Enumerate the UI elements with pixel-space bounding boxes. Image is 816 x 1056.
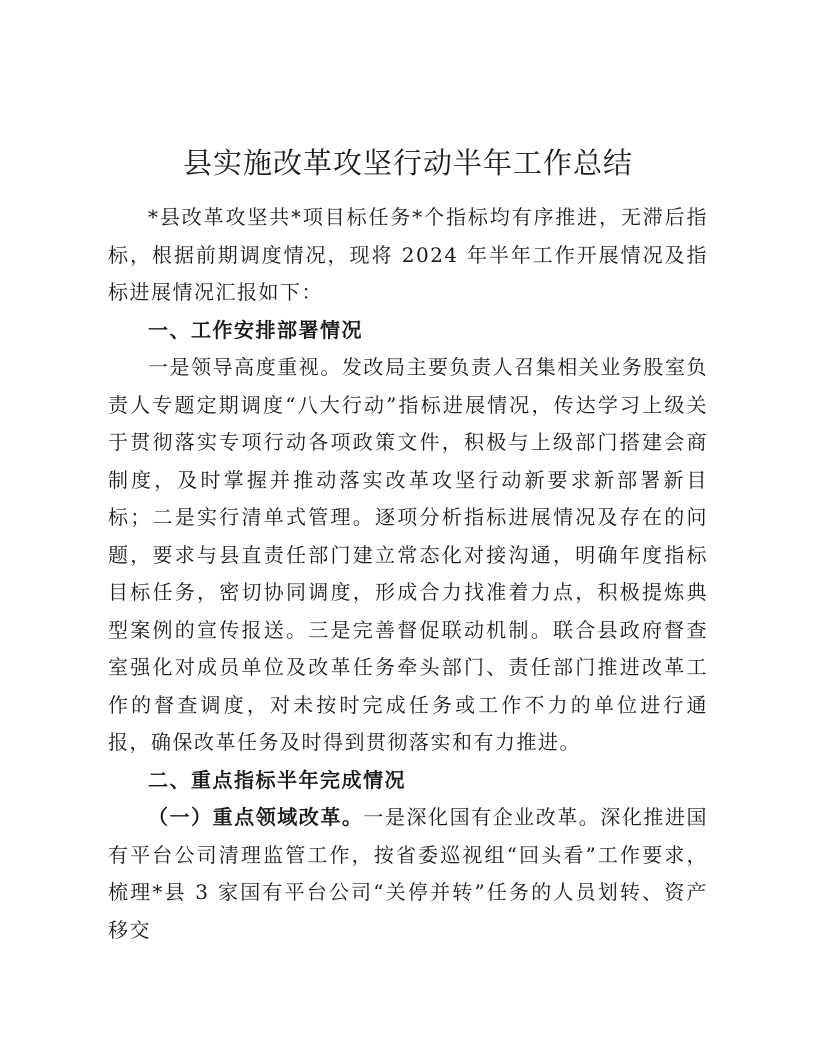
document-title: 县实施改革攻坚行动半年工作总结 bbox=[182, 146, 633, 180]
section-heading-1: 一、工作安排部署情况 bbox=[148, 317, 363, 342]
section-1-paragraph: 一是领导高度重视。发改局主要负责人召集相关业务股室负责人专题定期调度“八大行动”指标进展情况，传达学习上级关于贯彻落实专项行动各项政策文件，积极与上级部门搭建会商制度，及时掌握并推动落实改革攻坚行动新要求新部署新目标；二是实行清单式管理。逐项分析指标进展情况及存在的问题，要求与县直责任部门建立常态化对接沟通，明确年度指标目标任务，密切协同调度，形成合力找准着力点，积极提炼典型案例的宣传报送。三是完善督促联动机制。联合县政府督查室强化对成员单位及改革任务牵头部门、责任部门推进改革工作的督查调度，对未按时完成任务或工作不力的单位进行通报，确保改革任务及时得到贯彻落实和有力推进。 bbox=[108, 355, 708, 754]
intro-paragraph: *县改革攻坚共*项目标任务*个指标均有序推进，无滞后指标，根据前期调度情况，现将 2024 年半年工作开展情况及指标进展情况汇报如下： bbox=[108, 205, 708, 304]
section-2-paragraph bbox=[108, 799, 708, 949]
section-heading-2: 二、重点指标半年完成情况 bbox=[148, 767, 406, 792]
subsection-heading-1: （一）重点领域改革。 bbox=[148, 805, 364, 829]
document-body bbox=[108, 199, 708, 949]
subsection-1-text: 一是深化国有企业改革。深化推进国有平台公司清理监管工作，按省委巡视组“回头看”工作要求，梳理*县 3 家国有平台公司“关停并转”任务的人员划转、资产移交 bbox=[108, 805, 709, 942]
